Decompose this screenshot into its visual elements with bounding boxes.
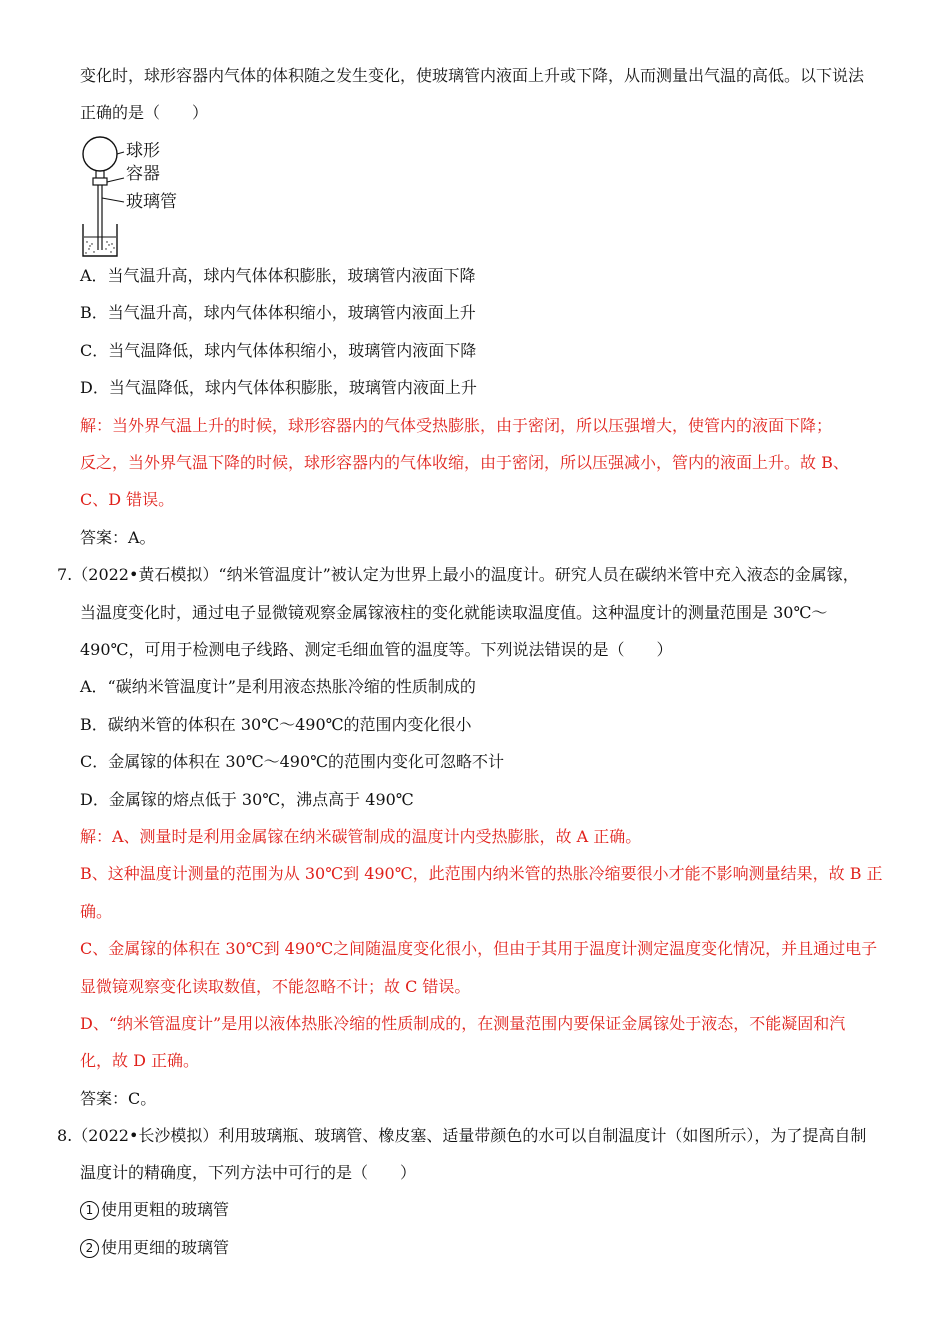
q6-option-c: C．当气温降低，球内气体体积缩小，玻璃管内液面下降 [80, 341, 477, 360]
q8-item-2-text: 使用更细的玻璃管 [101, 1238, 230, 1257]
q7-option-c: C．金属镓的体积在 30℃～490℃的范围内变化可忽略不计 [80, 752, 505, 771]
q7-solution-line-1: 解：A、测量时是利用金属镓在纳米碳管制成的温度计内受热膨胀，故 A 正确。 [80, 827, 642, 846]
q6-stem-line-1: 变化时，球形容器内气体的体积随之发生变化，使玻璃管内液面上升或下降，从而测量出气温的高低。以下说法 [80, 66, 865, 85]
q7-option-d: D．金属镓的熔点低于 30℃，沸点高于 490℃ [80, 790, 414, 809]
q7-solution-line-3: 确。 [80, 902, 113, 921]
q8-item-1 [80, 1200, 229, 1220]
q7-solution-line-6: D、“纳米管温度计”是用以液体热胀冷缩的性质制成的，在测量范围内要保证金属镓处于液态，不能凝固和汽 [80, 1014, 846, 1033]
q7-option-a: A．“碳纳米管温度计”是利用液态热胀冷缩的性质制成的 [80, 677, 476, 696]
sphere-label-1: 球形 [126, 141, 160, 161]
q8-item-2 [80, 1238, 229, 1258]
q8-item-1-text: 使用更粗的玻璃管 [101, 1200, 230, 1219]
q6-option-b: B．当气温升高，球内气体体积缩小，玻璃管内液面上升 [80, 303, 476, 322]
q7-stem-line-1: 7.（2022•黄石模拟）“纳米管温度计”被认定为世界上最小的温度计。研究人员在碳纳米管中充入液态的金属镓， [57, 565, 859, 584]
circled-number: 2 [80, 1239, 99, 1258]
q7-solution-line-4: C、金属镓的体积在 30℃到 490℃之间随温度变化很小，但由于其用于温度计测定温度变化情况，并且通过电子 [80, 939, 878, 958]
sphere-label-2: 容器 [126, 164, 160, 184]
tube-label: 玻璃管 [126, 192, 177, 212]
circled-number: 1 [80, 1201, 99, 1220]
q7-option-b: B．碳纳米管的体积在 30℃～490℃的范围内变化很小 [80, 715, 472, 734]
q6-solution-line-2: 反之，当外界气温下降的时候，球形容器内的气体收缩，由于密闭，所以压强减小，管内的液面上升。故 B、 [80, 453, 849, 472]
q6-stem-line-2: 正确的是（ ） [80, 103, 209, 122]
thermoscope-figure [80, 132, 190, 260]
q8-stem-line-2: 温度计的精确度，下列方法中可行的是（ ） [80, 1163, 417, 1182]
q6-solution-line-1: 解：当外界气温上升的时候，球形容器内的气体受热膨胀，由于密闭，所以压强增大，使管内的液面下降； [80, 416, 833, 435]
q7-solution-line-2: B、这种温度计测量的范围为从 30℃到 490℃，此范围内纳米管的热胀冷缩要很小才能不影响测量结果，故 B 正 [80, 864, 883, 883]
q7-stem-line-3: 490℃，可用于检测电子线路、测定毛细血管的温度等。下列说法错误的是（ ） [80, 640, 673, 659]
q6-option-a: A．当气温升高，球内气体体积膨胀，玻璃管内液面下降 [80, 266, 476, 285]
q6-option-d: D．当气温降低，球内气体体积膨胀，玻璃管内液面上升 [80, 378, 477, 397]
q7-answer: 答案：C。 [80, 1089, 157, 1108]
q7-solution-line-5: 显微镜观察变化读取数值，不能忽略不计；故 C 错误。 [80, 977, 471, 996]
q7-stem-line-2: 当温度变化时，通过电子显微镜观察金属镓液柱的变化就能读取温度值。这种温度计的测量范围是 30℃～ [80, 603, 828, 622]
q8-stem-line-1: 8.（2022•长沙模拟）利用玻璃瓶、玻璃管、橡皮塞、适量带颜色的水可以自制温度计（如图所示），为了提高自制 [57, 1126, 867, 1145]
q7-solution-line-7: 化，故 D 正确。 [80, 1051, 200, 1070]
q6-answer: 答案：A。 [80, 528, 156, 547]
q6-solution-line-3: C、D 错误。 [80, 490, 175, 509]
